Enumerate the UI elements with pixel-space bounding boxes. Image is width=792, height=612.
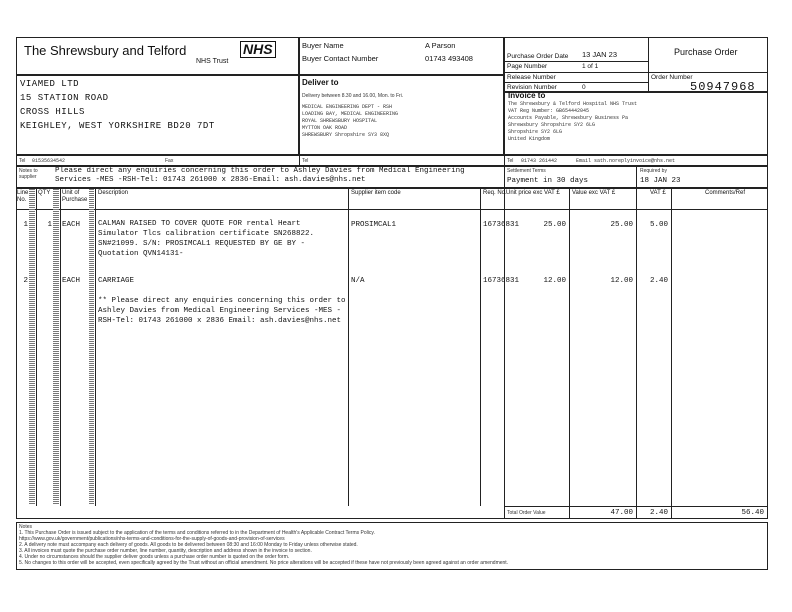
- purchase-order-title: Purchase Order: [674, 47, 738, 57]
- row-2-item-code: N/A: [351, 277, 365, 285]
- revision-number: 0: [582, 84, 586, 91]
- deliver-title: Deliver to: [302, 78, 339, 87]
- footer-note-5: 4. Under no circumstances should the supplier deliver goods unless a purchase order number is quoted on the order form.: [19, 554, 290, 560]
- row-2-unit-price: 12.00: [543, 277, 566, 285]
- row-1-unit-price: 25.00: [543, 221, 566, 229]
- supplier-line-4: KEIGHLEY, WEST YORKSHIRE BD20 7DT: [20, 121, 215, 131]
- deliver-hours: Delivery between 8.30 and 16.00, Mon. to Fri.: [302, 93, 404, 99]
- supplier-line-1: VIAMED LTD: [20, 79, 80, 89]
- buyer-contact-label: Buyer Contact Number: [302, 54, 379, 63]
- col-qty: QTY: [38, 190, 51, 196]
- invoice-line-4: Shrewsbury Shropshire SY2 6LG: [508, 122, 596, 128]
- footer-note-0: Notes: [19, 524, 33, 530]
- order-number: 50947968: [690, 80, 756, 94]
- total-order-label: Total Order Value: [507, 510, 546, 516]
- nhs-logo: NHS: [240, 41, 276, 58]
- order-number-label: Order Number: [651, 74, 693, 81]
- footer-note-3: 2. A delivery note must accompany each delivery of goods. All goods to be delivered between 08:30 and 16:00 Monday to Friday unless otherwise stated.: [19, 542, 358, 548]
- deliver-line-2: LOADING BAY, MEDICAL ENGINEERING: [302, 111, 399, 117]
- trust-sub: NHS Trust: [196, 58, 229, 65]
- row-1-qty: 1: [47, 221, 52, 229]
- row-2-line: 2: [23, 277, 28, 285]
- col-vat: VAT £: [650, 190, 666, 196]
- row-1-unit: EACH: [62, 221, 81, 229]
- col-item-code: Supplier item code: [351, 190, 401, 196]
- footer-note-1: 1. This Purchase Order is issued subject to the application of the terms and conditions referred to in the Department of Health's Applicable Contract Terms Policy.: [19, 530, 375, 536]
- row-1-vat: 5.00: [649, 221, 668, 229]
- footer-note-2: https://www.gov.uk/government/publications/nhs-terms-and-conditions-for-the-supply-of-goods-and-provision-of-services: [19, 536, 285, 542]
- invoice-title: Invoice to: [508, 91, 546, 100]
- col-comments: Comments/Ref: [705, 190, 746, 196]
- deliver-line-1: MEDICAL ENGINEERING DEPT - RSH: [302, 104, 393, 110]
- supplier-tel-label: Tel: [19, 158, 26, 164]
- revision-number-label: Revision Number: [507, 84, 557, 91]
- settlement-terms-label: Settlement Terms: [507, 168, 546, 174]
- invoice-line-3: Accounts Payable, Shrewsbury Business Pa: [508, 115, 629, 121]
- supplier-fax-label: Fax: [165, 158, 174, 164]
- supplier-line-2: 15 STATION ROAD: [20, 93, 109, 103]
- buyer-contact: 01743 493408: [425, 54, 473, 63]
- col-unit: Unit of Purchase: [62, 190, 88, 203]
- deliver-line-4: MYTTON OAK ROAD: [302, 125, 348, 131]
- row-2-vat: 2.40: [649, 277, 668, 285]
- release-number-label: Release Number: [507, 74, 556, 81]
- row-2-value: 12.00: [610, 277, 633, 285]
- supplier-tel: 01535634542: [32, 158, 66, 164]
- page-number: 1 of 1: [582, 63, 599, 70]
- deliver-line-5: SHREWSBURY Shropshire SY3 8XQ: [302, 132, 390, 138]
- deliver-line-3: ROYAL SHREWSBURY HOSPITAL: [302, 118, 378, 124]
- invoice-email: Email sath.noreplyinvoice@nhs.net: [576, 158, 676, 164]
- row-1-line: 1: [23, 221, 28, 229]
- col-line: Line No.: [17, 190, 29, 203]
- invoice-line-2: VAT Reg Number: GB654442045: [508, 108, 590, 114]
- footer-note-6: 5. No changes to this order will be accepted, even specifically agreed by the Trust without an official amendment. No price alterations will be accepted if these have not previously been agreed against an order amendment.: [19, 560, 509, 566]
- total-vat: 2.40: [649, 509, 668, 517]
- col-description: Description: [98, 190, 129, 196]
- po-date: 13 JAN 23: [582, 50, 618, 59]
- grand-total: 56.40: [741, 509, 764, 517]
- deliver-tel-label: Tel: [302, 158, 309, 164]
- po-date-label: Purchase Order Date: [507, 53, 569, 60]
- notes-text: Please direct any enquiries concerning this order to Ashley Davies from Medical Engineering Services -MES -RSH-Tel: 01743 261000 x 2836-Email: ash.davies@nhs.net: [55, 167, 465, 184]
- row-1-description: CALMAN RAISED TO COVER QUOTE FOR rental Heart Simulator Tlcs calibration certificate SN268822. SN#21099. S/N: PROSIMCAL1 REQUESTED BY GE BY - Quotation QVN14131-: [98, 220, 315, 258]
- invoice-line-6: United Kingdom: [508, 136, 551, 142]
- col-unit-price: Unit price exc VAT £: [506, 190, 560, 196]
- supplier-line-3: CROSS HILLS: [20, 107, 85, 117]
- required-by-label: Required by: [640, 168, 667, 174]
- buyer-name-label: Buyer Name: [302, 41, 344, 50]
- total-order-value: 47.00: [610, 509, 633, 517]
- invoice-line-5: Shropshire SY2 6LG: [508, 129, 563, 135]
- trust-name: The Shrewsbury and Telford: [24, 43, 187, 58]
- invoice-tel: 01743 261442: [521, 158, 558, 164]
- buyer-name: A Parson: [425, 41, 456, 50]
- row-2-description: CARRIAGE: [98, 277, 135, 285]
- page-number-label: Page Number: [507, 63, 548, 70]
- row-1-value: 25.00: [610, 221, 633, 229]
- notes-label: Notes to supplier: [19, 168, 38, 180]
- row-2-unit: EACH: [62, 277, 81, 285]
- row-1-item-code: PROSIMCAL1: [351, 221, 397, 229]
- row-2-description-note: ** Please direct any enquiries concerning this order to Ashley Davies from Medical Engineering Services -MES -RSH-Tel: 01743 261000 x 2836 Email: ash.davies@nhs.net: [98, 297, 346, 325]
- row-1-req-no: 16736831: [483, 221, 520, 229]
- row-2-req-no: 16736831: [483, 277, 520, 285]
- required-by: 18 JAN 23: [640, 177, 681, 185]
- footer-note-4: 3. All invoices must quote the purchase order number, line number, quantity, description and address shown in the invoice to section.: [19, 548, 312, 554]
- invoice-tel-label: Tel: [507, 158, 514, 164]
- col-req-no: Req. No.: [483, 190, 507, 196]
- col-value: Value exc VAT £: [572, 190, 616, 196]
- invoice-line-1: The Shrewsbury & Telford Hospital NHS Trust: [508, 101, 638, 107]
- settlement-terms: Payment in 30 days: [507, 177, 589, 185]
